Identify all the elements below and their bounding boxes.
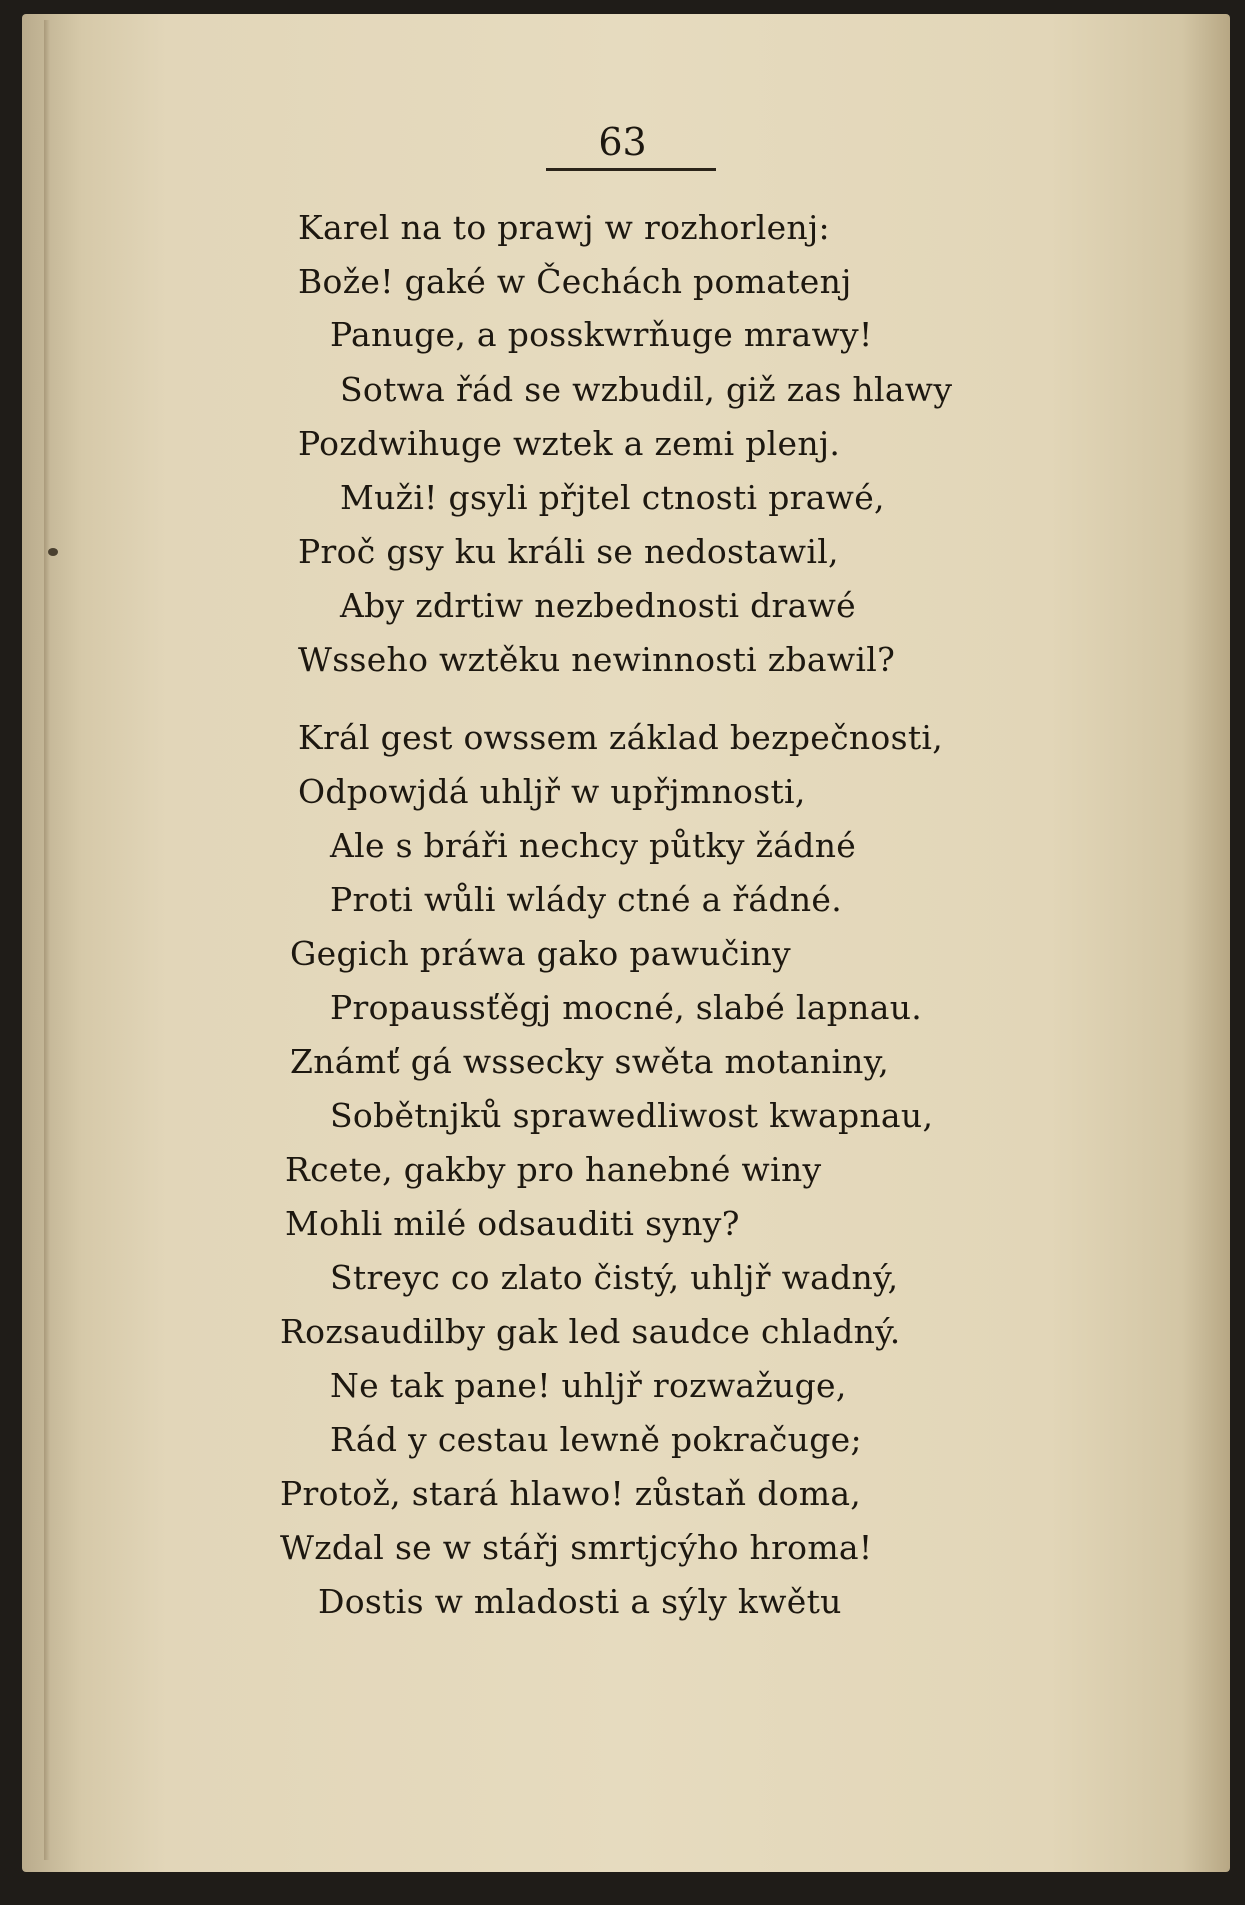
verse-line: Rozsaudilby gak led saudce chladný. — [280, 1312, 901, 1351]
verse-line: Panuge, a posskwrňuge mrawy! — [330, 315, 873, 354]
verse-line: Mohli milé odsauditi syny? — [285, 1204, 740, 1243]
verse-line: Proč gsy ku králi se nedostawil, — [298, 532, 839, 571]
verse-line: Muži! gsyli přjtel ctnosti prawé, — [340, 478, 885, 517]
verse-line: Streyc co zlato čistý, uhljř wadný, — [330, 1258, 899, 1297]
verse-line: Wzdal se w stářj smrtjcýho hroma! — [280, 1528, 873, 1567]
verse-line: Karel na to prawj w rozhorlenj: — [298, 208, 830, 247]
verse-line: Bože! gaké w Čechách pomatenj — [298, 262, 852, 301]
verse-line: Wsseho wztěku newinnosti zbawil? — [298, 640, 896, 679]
verse-line: Odpowjdá uhljř w upřjmnosti, — [298, 772, 806, 811]
page-number: 63 — [598, 120, 647, 164]
verse-line: Rád y cestau lewně pokračuge; — [330, 1420, 862, 1459]
verse-line: Ale s bráři nechcy půtky žádné — [330, 826, 857, 865]
verse-line: Proti wůli wlády ctné a řádné. — [330, 880, 843, 919]
verse-line: Dostis w mladosti a sýly kwětu — [318, 1582, 842, 1621]
verse-line: Sobětnjků sprawedliwost kwapnau, — [330, 1096, 934, 1135]
verse-line: Známť gá wssecky swěta motaniny, — [290, 1042, 890, 1081]
verse-line: Rcete, gakby pro hanebné winy — [285, 1150, 822, 1189]
verse-line: Pozdwihuge wztek a zemi plenj. — [298, 424, 841, 463]
verse-line: Král gest owssem základ bezpečnosti, — [298, 718, 944, 757]
verse-line: Propaussťěgj mocné, slabé lapnau. — [330, 988, 923, 1027]
verse-line: Protož, stará hlawo! zůstaň doma, — [280, 1474, 862, 1513]
verse-line: Aby zdrtiw nezbednosti drawé — [340, 586, 856, 625]
verse-line: Ne tak pane! uhljř rozwažuge, — [330, 1366, 847, 1405]
verse-line: Sotwa řád se wzbudil, giž zas hlawy — [340, 370, 953, 409]
verse-line: Gegich práwa gako pawučiny — [290, 934, 791, 973]
